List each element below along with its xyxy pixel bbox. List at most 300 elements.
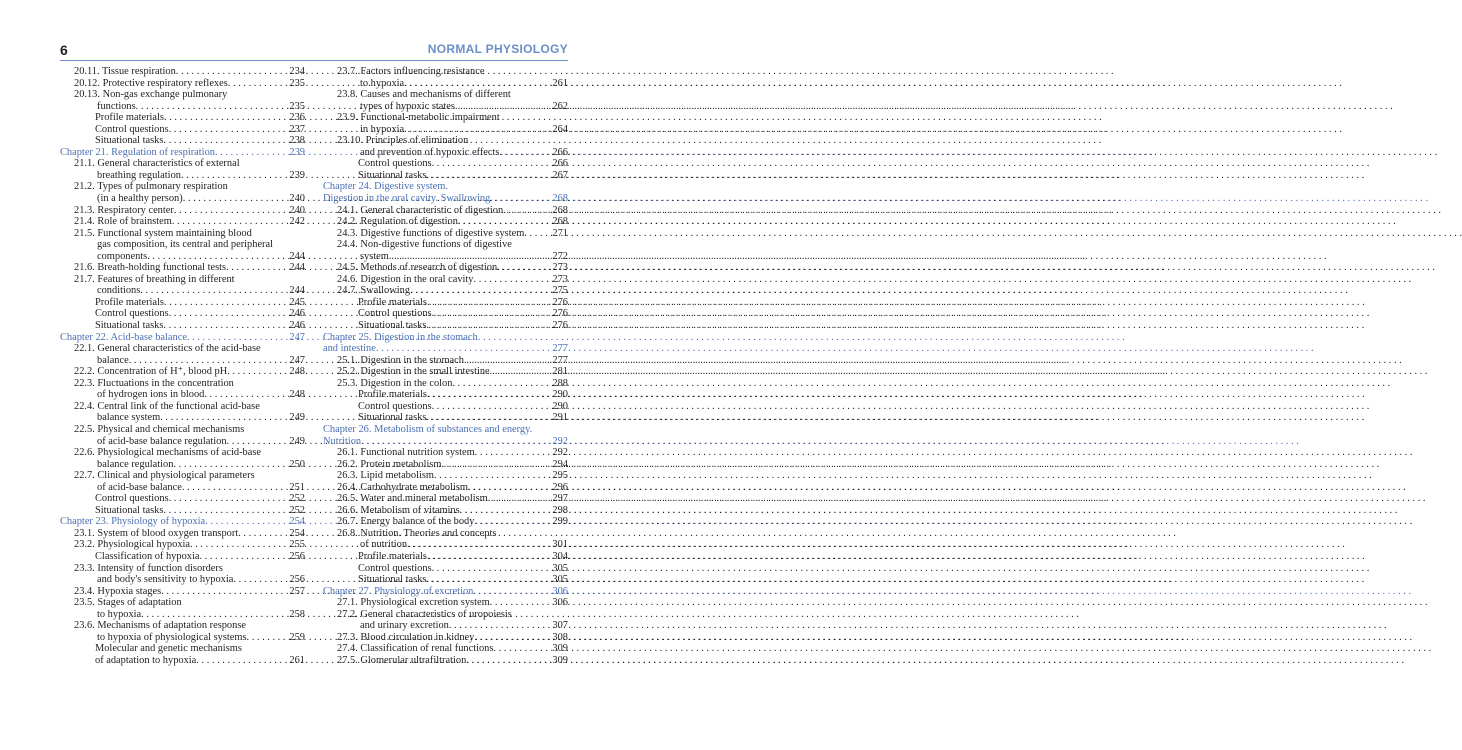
toc-page-number: 308 [552, 631, 568, 643]
toc-page-number: 305 [552, 562, 568, 574]
toc-entry-text: Chapter 25. Digestion in the stomach [323, 331, 478, 343]
toc-page-number: 244 [289, 262, 305, 274]
toc-entry[interactable] [323, 632, 568, 644]
dot-leader [183, 193, 288, 205]
toc-entry[interactable] [60, 401, 305, 424]
toc-entry[interactable] [60, 447, 305, 470]
toc-entry[interactable] [60, 274, 305, 297]
toc-page-number: 240 [289, 204, 305, 216]
toc-entry[interactable] [323, 228, 568, 240]
dot-leader [474, 516, 550, 528]
dot-leader [460, 505, 551, 517]
toc-entry-title: of acid-base balance [97, 481, 182, 493]
toc-entry[interactable] [60, 124, 305, 136]
toc-page-number: 290 [552, 400, 568, 412]
toc-page-number: 234 [289, 66, 305, 77]
dot-leader [407, 539, 550, 551]
dot-leader [473, 586, 550, 598]
toc-page-number: 294 [552, 458, 568, 470]
toc-entry-text: 22.1. General characteristics of the acid-base [74, 343, 261, 355]
toc-entry[interactable] [323, 378, 568, 390]
dot-leader [141, 609, 287, 621]
toc-entry[interactable] [323, 528, 568, 551]
toc-entry[interactable] [60, 378, 305, 401]
toc-page-number: 239 [289, 169, 305, 181]
toc-entry[interactable] [323, 482, 568, 494]
toc-chapter-entry[interactable] [60, 516, 305, 528]
toc-entry[interactable] [323, 447, 568, 459]
dot-leader [140, 285, 287, 297]
dot-leader [426, 170, 550, 182]
dot-leader [174, 205, 288, 217]
toc-entry[interactable] [323, 158, 568, 170]
toc-page-number: 268 [552, 204, 568, 216]
toc-entry-title: Control questions [95, 123, 169, 135]
toc-entry-title: Situational tasks [95, 504, 164, 516]
toc-entry[interactable] [60, 216, 305, 228]
toc-entry[interactable] [323, 412, 568, 424]
dot-leader [163, 320, 287, 332]
dot-leader [474, 632, 550, 644]
toc-entry-title: 24.5. Methods of research of digestion [337, 262, 498, 274]
toc-entry-title: Profile materials [95, 112, 164, 124]
toc-entry[interactable] [323, 597, 568, 609]
toc-page-number: 276 [552, 296, 568, 308]
dot-leader [172, 216, 288, 228]
toc-chapter-entry[interactable] [323, 332, 568, 355]
toc-entry-title: 27.5. Glomerular ultrafiltration [337, 654, 467, 666]
toc-entry[interactable] [323, 574, 568, 586]
toc-page-number: 254 [289, 516, 305, 528]
dot-leader [499, 147, 550, 159]
toc-entry[interactable] [60, 424, 305, 447]
toc-entry-title: 26.7. Energy balance of the body [337, 516, 475, 528]
toc-entry-title: Control questions [358, 400, 432, 412]
toc-entry-title: balance [97, 354, 129, 366]
toc-entry[interactable] [323, 285, 568, 297]
toc-entry-title: 24.3. Digestive functions of digestive system [337, 227, 525, 239]
toc-entry[interactable] [323, 505, 568, 517]
page-header [60, 40, 568, 60]
toc-page-number: 266 [552, 146, 568, 158]
toc-entry-title: Digestion in the oral cavity. Swallowing [323, 193, 491, 205]
toc-chapter-entry[interactable] [323, 181, 568, 204]
dot-leader [161, 586, 287, 598]
toc-page-number: 248 [289, 366, 305, 378]
toc-page-number: 295 [552, 470, 568, 482]
toc-page-number: 251 [289, 481, 305, 493]
toc-entry[interactable] [323, 112, 568, 135]
toc-entry[interactable] [60, 539, 305, 551]
dot-leader [176, 66, 288, 78]
toc-entry-text: 23.3. Intensity of function disorders [74, 562, 223, 574]
toc-entry[interactable] [60, 643, 305, 666]
toc-page-number: 261 [289, 654, 305, 666]
toc-page-number: 236 [289, 112, 305, 124]
toc-entry-title: 25.1. Digestion in the stomach [337, 354, 464, 366]
toc-entry-title: Control questions [95, 308, 169, 320]
dot-leader [169, 124, 288, 136]
toc-entry[interactable] [60, 320, 305, 332]
toc-entry[interactable] [60, 66, 305, 78]
toc-entry[interactable] [60, 343, 305, 366]
toc-page-number: 235 [289, 77, 305, 89]
toc-entry[interactable] [60, 586, 305, 598]
toc-entry-title: to hypoxia of physiological systems [97, 631, 247, 643]
toc-entry-title: (in a healthy person) [97, 193, 183, 205]
toc-entry-title: of adaptation to hypoxia [95, 654, 197, 666]
toc-entry-text: 21.7. Features of breathing in different [74, 273, 235, 285]
dot-leader [129, 355, 288, 367]
toc-entry-title: Situational tasks [358, 169, 427, 181]
toc-page-number: 309 [552, 654, 568, 666]
toc-entry-title: Control questions [358, 158, 432, 170]
toc-entry-title: 24.1. General characteristic of digestion [337, 204, 504, 216]
dot-leader [376, 343, 551, 355]
toc-entry-title: and body's sensitivity to hypoxia [97, 574, 234, 586]
toc-entry[interactable] [60, 205, 305, 217]
toc-entry-title: 27.1. Physiological excretion system [337, 597, 490, 609]
toc-page-number: 240 [289, 193, 305, 205]
toc-entry-title: 23.2. Physiological hypoxia [74, 539, 191, 551]
toc-entry-title: Situational tasks [358, 412, 427, 424]
dot-leader [215, 147, 287, 159]
dot-leader [164, 297, 287, 309]
toc-entry-title: 21.4. Role of brainstem [74, 216, 172, 228]
toc-entry-title: Situational tasks [358, 574, 427, 586]
toc-entry-title: 23.4. Hypoxia stages [74, 585, 162, 597]
toc-entry-title: 22.2. Concentration of H⁺, blood pH [74, 366, 228, 378]
toc-page-number: 244 [289, 250, 305, 262]
toc-page-number: 276 [552, 308, 568, 320]
toc-right-column [323, 66, 568, 666]
toc-entry-text: Chapter 24. Digestive system. [323, 181, 448, 193]
dot-leader [164, 112, 287, 124]
dot-leader [163, 505, 287, 517]
toc-entry-text: 23.7. Factors influencing resistance [337, 66, 485, 77]
toc-entry-text: 27.2. General characteristics of uropoiesis [337, 608, 512, 620]
dot-leader [449, 620, 551, 632]
toc-entry[interactable] [60, 89, 305, 112]
toc-page-number: 275 [552, 285, 568, 297]
toc-page-number: 237 [289, 123, 305, 135]
toc-entry[interactable] [60, 297, 305, 309]
toc-entry-title: Control questions [95, 493, 169, 505]
toc-entry[interactable] [60, 78, 305, 90]
dot-leader [205, 516, 287, 528]
toc-entry[interactable] [323, 366, 568, 378]
toc-left-column [60, 66, 305, 666]
toc-entry[interactable] [323, 655, 568, 667]
toc-page-number: 292 [552, 447, 568, 459]
dot-leader [196, 655, 287, 667]
toc-page-number: 273 [552, 262, 568, 274]
toc-page-number: 248 [289, 389, 305, 401]
toc-entry-title: Situational tasks [95, 320, 164, 332]
toc-page-number: 255 [289, 539, 305, 551]
toc-entry-title: Nutrition [323, 435, 362, 447]
toc-entry[interactable] [323, 320, 568, 332]
dot-leader [190, 539, 287, 551]
toc-entry[interactable] [323, 274, 568, 286]
toc-entry[interactable] [323, 216, 568, 228]
dot-leader [169, 493, 288, 505]
toc-page-number: 239 [289, 146, 305, 158]
dot-leader [524, 228, 550, 240]
toc-entry[interactable] [60, 228, 305, 263]
dot-leader [490, 597, 551, 609]
dot-leader [233, 574, 287, 586]
toc-entry-title: components [97, 250, 148, 262]
dot-leader [204, 389, 287, 401]
dot-leader [136, 101, 288, 113]
toc-entry[interactable] [323, 135, 568, 158]
toc-entry[interactable] [60, 528, 305, 540]
toc-entry-text: 24.4. Non-digestive functions of digestive [337, 239, 512, 251]
toc-page-number: 271 [552, 227, 568, 239]
toc-entry[interactable] [323, 262, 568, 274]
toc-entry[interactable] [323, 297, 568, 309]
toc-page-number: 306 [552, 585, 568, 597]
toc-entry-title: 20.12. Protective respiratory reflexes [74, 77, 228, 89]
toc-entry-title: and urinary excretion [360, 620, 449, 632]
toc-entry[interactable] [60, 620, 305, 643]
toc-entry[interactable] [323, 493, 568, 505]
toc-page-number: 257 [289, 585, 305, 597]
toc-entry-text: 22.5. Physical and chemical mechanisms [74, 423, 245, 435]
dot-leader [490, 193, 550, 205]
toc-entry[interactable] [323, 239, 568, 262]
dot-leader [432, 308, 551, 320]
dot-leader [441, 459, 550, 471]
toc-page-number: 242 [289, 216, 305, 228]
dot-leader [182, 482, 288, 494]
dot-leader [497, 262, 550, 274]
toc-entry-text: 22.7. Clinical and physiological parameters [74, 470, 255, 482]
toc-entry-text: Molecular and genetic mechanisms [95, 643, 242, 655]
dot-leader [432, 563, 551, 575]
toc-entry[interactable] [60, 597, 305, 620]
toc-entry-title: system [360, 250, 389, 262]
toc-entry-text: 22.3. Fluctuations in the concentration [74, 377, 234, 389]
toc-page-number: 247 [289, 331, 305, 343]
toc-entry-text: gas composition, its central and peripheral [97, 239, 274, 251]
toc-page-number: 304 [552, 550, 568, 562]
toc-page-number: 246 [289, 308, 305, 320]
toc-entry[interactable] [60, 135, 305, 147]
toc-entry[interactable] [323, 89, 568, 112]
toc-page-number: 268 [552, 216, 568, 228]
toc-entry-title: 26.5. Water and mineral metabolism [337, 493, 488, 505]
dot-leader [199, 551, 287, 563]
toc-page-number: 273 [552, 273, 568, 285]
toc-page-number: 281 [552, 366, 568, 378]
dot-leader [426, 320, 550, 332]
toc-entry[interactable] [60, 366, 305, 378]
dot-leader [427, 297, 550, 309]
toc-entry[interactable] [323, 563, 568, 575]
toc-entry-title: 26.6. Metabolism of vitamins [337, 504, 460, 516]
toc-entry-title: and prevention of hypoxic effects [360, 146, 500, 158]
toc-page-number: 277 [552, 343, 568, 355]
toc-entry-title: 21.6. Breath-holding functional tests [74, 262, 227, 274]
dot-leader [247, 632, 288, 644]
header-rule [60, 60, 568, 61]
toc-entry-title: 20.11. Tissue respiration [74, 66, 176, 77]
dot-leader [464, 355, 550, 367]
toc-entry[interactable] [60, 551, 305, 563]
toc-page-number: 245 [289, 296, 305, 308]
toc-entry[interactable] [60, 112, 305, 124]
toc-entry[interactable] [323, 401, 568, 413]
toc-entry[interactable] [60, 308, 305, 320]
toc-entry-title: Profile materials [358, 550, 427, 562]
toc-page-number: 291 [552, 412, 568, 424]
toc-entry-title: 27.4. Classification of renal functions [337, 643, 494, 655]
toc-page-number: 235 [289, 100, 305, 112]
toc-entry-text: 26.8. Nutrition. Theories and concepts [337, 527, 497, 539]
toc-entry-text: 23.8. Causes and mechanisms of different [337, 89, 511, 101]
toc-entry-title: Profile materials [95, 296, 164, 308]
toc-page-number: 254 [289, 527, 305, 539]
toc-entry[interactable] [323, 609, 568, 632]
dot-leader [389, 251, 551, 263]
toc-entry[interactable] [60, 470, 305, 493]
toc-entry[interactable] [323, 470, 568, 482]
toc-entry[interactable] [323, 170, 568, 182]
toc-page-number: 266 [552, 158, 568, 170]
toc-page-number: 247 [289, 354, 305, 366]
toc-entry-title: Classification of hypoxia [95, 550, 200, 562]
toc-page-number: 259 [289, 631, 305, 643]
dot-leader [432, 401, 551, 413]
toc-page-number: 249 [289, 435, 305, 447]
dot-leader [173, 459, 287, 471]
toc-entry[interactable] [60, 505, 305, 517]
toc-entry[interactable] [323, 355, 568, 367]
dot-leader [455, 101, 550, 113]
dot-leader [474, 274, 551, 286]
toc-entry[interactable] [60, 158, 305, 181]
dot-leader [361, 436, 550, 448]
toc-entry[interactable] [60, 493, 305, 505]
toc-entry-title: 26.1. Functional nutrition system [337, 447, 475, 459]
dot-leader [226, 262, 287, 274]
toc-entry-title: 26.4. Carbohydrate metabolism [337, 481, 469, 493]
toc-entry-title: 27.3. Blood circulation in kidney [337, 631, 475, 643]
dot-leader [468, 482, 550, 494]
dot-leader [404, 124, 550, 136]
dot-leader [427, 389, 550, 401]
running-title: NORMAL PHYSIOLOGY [427, 42, 568, 56]
toc-chapter-entry[interactable] [60, 147, 305, 159]
toc-entry-text: 23.10. Principles of elimination [337, 135, 469, 147]
toc-entry-text: 23.9. Functional-metabolic impairment [337, 112, 500, 124]
toc-entry[interactable] [323, 66, 568, 89]
toc-entry-title: of acid-base balance regulation [97, 435, 227, 447]
toc-entry-title: Chapter 27. Physiology of excretion [323, 585, 474, 597]
toc-page-number: 261 [552, 77, 568, 89]
toc-page-number: 250 [289, 458, 305, 470]
toc-entry-title: 23.1. System of blood oxygen transport [74, 527, 239, 539]
toc-entry-text: 23.6. Mechanisms of adaptation response [74, 620, 246, 632]
toc-page-number: 297 [552, 493, 568, 505]
toc-entry[interactable] [60, 563, 305, 586]
dot-leader [181, 170, 287, 182]
toc-page-number: 305 [552, 574, 568, 586]
toc-page-number: 252 [289, 493, 305, 505]
toc-entry-text: 22.6. Physiological mechanisms of acid-base [74, 447, 261, 459]
toc-entry-title: functions [97, 100, 136, 112]
toc-chapter-entry[interactable] [323, 586, 568, 598]
dot-leader [490, 366, 551, 378]
toc-page-number: 258 [289, 608, 305, 620]
toc-entry-title: Chapter 22. Acid-base balance [60, 331, 187, 343]
toc-entry-title: 21.3. Respiratory center [74, 204, 174, 216]
toc-entry-title: to hypoxia [360, 77, 405, 89]
toc-entry-title: of nutrition [360, 539, 408, 551]
toc-entry[interactable] [323, 551, 568, 563]
dot-leader [147, 251, 287, 263]
toc-page-number: 299 [552, 516, 568, 528]
toc-entry-title: Control questions [358, 562, 432, 574]
toc-entry[interactable] [323, 389, 568, 401]
toc-entry-title: Chapter 21. Regulation of respiration [60, 146, 215, 158]
toc-page-number: 244 [289, 285, 305, 297]
toc-entry-title: Profile materials [358, 389, 427, 401]
toc-page-number: 262 [552, 100, 568, 112]
dot-leader [503, 205, 550, 217]
toc-page-number: 307 [552, 620, 568, 632]
toc-entry[interactable] [60, 262, 305, 274]
toc-entry-text: 22.4. Central link of the functional acid-base [74, 400, 260, 412]
dot-leader [426, 574, 550, 586]
dot-leader [427, 551, 550, 563]
toc-page-number: 277 [552, 354, 568, 366]
toc-page-number: 267 [552, 169, 568, 181]
toc-entry-text: 20.13. Non-gas exchange pulmonary [74, 89, 228, 101]
toc-entry-title: balance system [97, 412, 161, 424]
toc-entry[interactable] [60, 181, 305, 204]
toc-entry[interactable] [323, 516, 568, 528]
toc-page-number: 288 [552, 377, 568, 389]
toc-entry-title: 25.3. Digestion in the colon [337, 377, 453, 389]
toc-entry[interactable] [323, 308, 568, 320]
dot-leader [458, 216, 550, 228]
dot-leader [169, 308, 288, 320]
toc-entry[interactable] [323, 205, 568, 217]
toc-entry[interactable] [323, 643, 568, 655]
toc-entry-title: 26.3. Lipid metabolism [337, 470, 434, 482]
toc-chapter-entry[interactable] [60, 332, 305, 344]
toc-entry-title: 26.2. Protein metabolism [337, 458, 442, 470]
toc-entry-title: types of hypoxic states [360, 100, 455, 112]
toc-page-number: 238 [289, 135, 305, 147]
toc-chapter-entry[interactable] [323, 424, 568, 447]
dot-leader [228, 78, 288, 90]
dot-leader [163, 135, 287, 147]
toc-entry-title: Chapter 23. Physiology of hypoxia [60, 516, 206, 528]
toc-page-number: 306 [552, 597, 568, 609]
toc-entry-title: breathing regulation [97, 169, 181, 181]
page-number: 6 [60, 42, 68, 58]
toc-entry[interactable] [323, 459, 568, 471]
toc-entry-title: conditions [97, 285, 141, 297]
toc-entry-text: 21.1. General characteristics of external [74, 158, 240, 170]
toc-page-number: 256 [289, 550, 305, 562]
dot-leader [160, 412, 287, 424]
toc-page-number: 256 [289, 574, 305, 586]
